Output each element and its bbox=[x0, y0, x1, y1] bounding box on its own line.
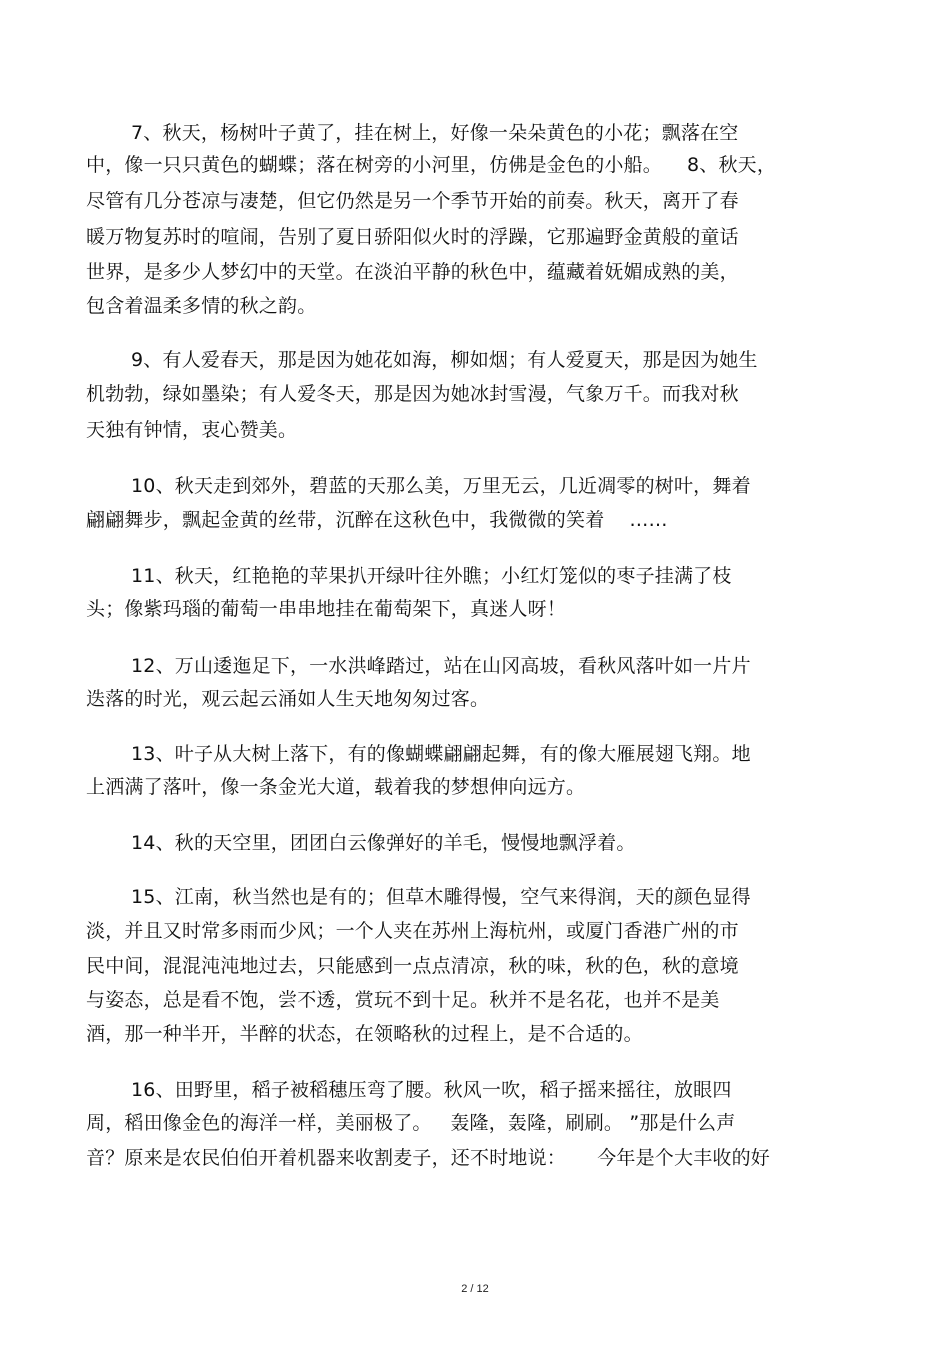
text-line: 迭落的时光，观云起云涌如人生天地匆匆过客。 bbox=[86, 688, 490, 710]
text-line: 尽管有几分苍凉与凄楚，但它仍然是另一个季节开始的前奏。秋天，离开了春 bbox=[86, 190, 739, 212]
text-line: 民中间，混混沌沌地过去，只能感到一点点清凉，秋的味，秋的色，秋的意境 bbox=[86, 955, 739, 977]
text-line: 10、秋天走到郊外，碧蓝的天那么美，万里无云，几近凋零的树叶，舞着 bbox=[131, 475, 751, 497]
text-line: 7、秋天，杨树叶子黄了，挂在树上，好像一朵朵黄色的小花；飘落在空 bbox=[131, 122, 739, 144]
text-line: 包含着温柔多情的秋之韵。 bbox=[86, 295, 317, 317]
text-line: 音？原来是农民伯伯开着机器来收割麦子，还不时地说： 今年是个大丰收的好 bbox=[86, 1147, 770, 1169]
text-line: 机勃勃，绿如墨染；有人爱冬天，那是因为她冰封雪漫，气象万千。而我对秋 bbox=[86, 383, 739, 405]
text-line: 中，像一只只黄色的蝴蝶；落在树旁的小河里，仿佛是金色的小船。 8、秋天， bbox=[86, 154, 777, 176]
text-line: 暖万物复苏时的喧闹，告别了夏日骄阳似火时的浮躁，它那遍野金黄般的童话 bbox=[86, 226, 739, 248]
text-line: 16、田野里，稻子被稻穗压弯了腰。秋风一吹，稻子摇来摇往，放眼四 bbox=[131, 1079, 732, 1101]
text-line: 9、有人爱春天，那是因为她花如海，柳如烟；有人爱夏天，那是因为她生 bbox=[131, 349, 758, 371]
text-line: 13、叶子从大树上落下，有的像蝴蝶翩翩起舞，有的像大雁展翅飞翔。地 bbox=[131, 743, 751, 765]
text-line: 周，稻田像金色的海洋一样，美丽极了。 轰隆，轰隆，刷刷。 ”那是什么声 bbox=[86, 1112, 736, 1134]
text-line: 11、秋天，红艳艳的苹果扒开绿叶往外瞧；小红灯笼似的枣子挂满了枝 bbox=[131, 565, 732, 587]
text-line: 上洒满了落叶，像一条金光大道，载着我的梦想伸向远方。 bbox=[86, 776, 586, 798]
text-line: 15、江南，秋当然也是有的；但草木雕得慢，空气来得润，天的颜色显得 bbox=[131, 886, 751, 908]
text-line: 头；像紫玛瑙的葡萄一串串地挂在葡萄架下，真迷人呀！ bbox=[86, 598, 567, 620]
text-line: 14、秋的天空里，团团白云像弹好的羊毛，慢慢地飘浮着。 bbox=[131, 832, 636, 854]
text-line: 天独有钟情，衷心赞美。 bbox=[86, 419, 298, 441]
text-line: 12、万山逶迤足下，一水洪峰踏过，站在山冈高坡，看秋风落叶如一片片 bbox=[131, 655, 751, 677]
text-line: 与姿态，总是看不饱，尝不透，赏玩不到十足。秋并不是名花，也并不是美 bbox=[86, 989, 720, 1011]
page-number: 2 / 12 bbox=[461, 1283, 489, 1295]
text-line: 酒，那一种半开，半醉的状态，在领略秋的过程上，是不合适的。 bbox=[86, 1023, 643, 1045]
text-line: 翩翩舞步，飘起金黄的丝带，沉醉在这秋色中，我微微的笑着 …… bbox=[86, 509, 668, 531]
text-line: 世界，是多少人梦幻中的天堂。在淡泊平静的秋色中，蕴藏着妩媚成熟的美， bbox=[86, 261, 739, 283]
text-line: 淡，并且又时常多雨而少风；一个人夹在苏州上海杭州，或厦门香港广州的市 bbox=[86, 920, 739, 942]
